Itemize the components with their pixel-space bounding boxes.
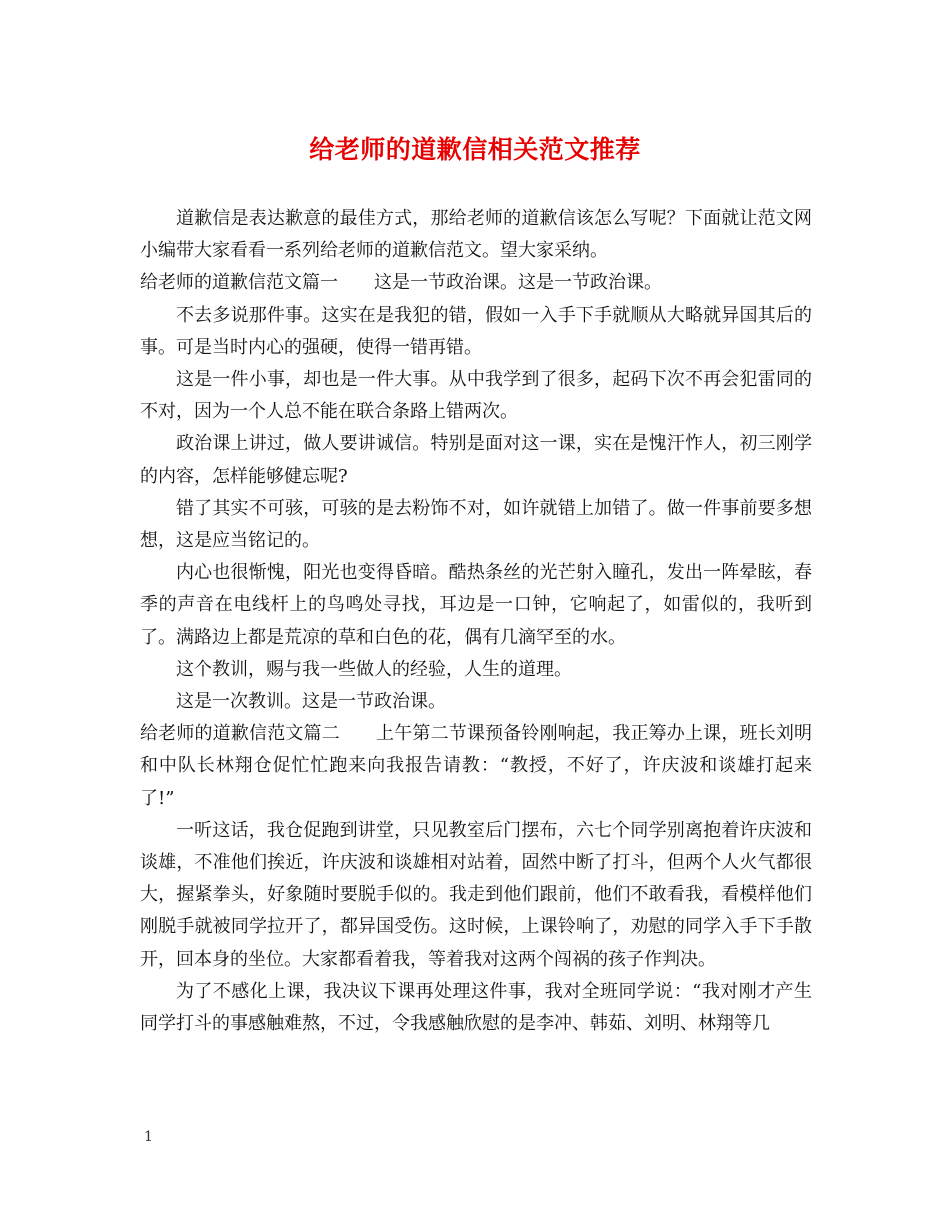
body-paragraph: 这是一次教训。这是一节政治课。 [176, 691, 446, 713]
body-paragraph: 内心也很惭愧，阳光也变得昏暗。酷热条丝的光芒射入瞳孔，发出一阵晕眩，春季的声音在电线杆上的鸟鸣处寻找，耳边是一口钟，它响起了，如雷似的，我听到了。满路边上都是荒凉的草和白色的花，偶有几滴罕至的水。 [140, 562, 812, 648]
section-heading-text: 上午第二节课预备铃刚响起，我正筹办上课，班长刘明和中队长林翔仓促忙忙跑来向我报告请教：“教授，不好了，许庆波和谈雄打起来了!” [140, 723, 813, 809]
body-paragraph: 政治课上讲过，做人要讲诚信。特别是面对这一课，实在是愧汗怍人，初三刚学的内容，怎样能够健忘呢? [140, 433, 812, 487]
body-paragraph: 为了不感化上课，我决议下课再处理这件事，我对全班同学说：“我对刚才产生同学打斗的事感触难熬，不过，令我感触欣慰的是李冲、韩茹、刘明、林翔等几 [140, 980, 812, 1035]
body-paragraph: 一听这话，我仓促跑到讲堂，只见教室后门摆布，六七个同学别离抱着许庆波和谈雄，不准他们挨近，许庆波和谈雄相对站着，固然中断了打斗，但两个人火气都很大，握紧拳头，好象随时要脱手似的。我走到他们跟前，他们不敢看我，看模样他们刚脱手就被同学拉开了，都异国受伤。这时候，上课铃响了，劝慰的同学入手下手散开，回本身的坐位。大家都看着我，等着我对这两个闯祸的孩子作判决。 [140, 819, 812, 970]
section-heading-paragraph [140, 267, 812, 299]
section-heading-paragraph [140, 718, 812, 815]
page-number: 1 [144, 1129, 153, 1145]
document-body [140, 203, 812, 1040]
body-paragraph: 道歉信是表达歉意的最佳方式，那给老师的道歉信该怎么写呢？下面就让范文网小编带大家看看一系列给老师的道歉信范文。望大家采纳。 [140, 208, 812, 262]
document-title: 给老师的道歉信相关范文推荐 [309, 135, 641, 164]
section-heading-label: 给老师的道歉信范文篇二 [140, 723, 340, 745]
body-paragraph: 这个教训，赐与我一些做人的经验，人生的道理。 [176, 658, 572, 680]
body-paragraph: 错了其实不可骇，可骇的是去粉饰不对，如许就错上加错了。做一件事前要多想想，这是应当铭记的。 [140, 497, 812, 552]
section-heading-label: 给老师的道歉信范文篇一 [140, 272, 338, 294]
body-paragraph: 不去多说那件事。这实在是我犯的错，假如一入手下手就顺从大略就异国其后的事。可是当时内心的强硬，使得一错再错。 [140, 304, 812, 358]
body-paragraph: 这是一件小事，却也是一件大事。从中我学到了很多，起码下次不再会犯雷同的不对，因为一个人总不能在联合条路上错两次。 [140, 369, 812, 423]
section-heading-text: 这是一节政治课。这是一节政治课。 [374, 272, 662, 294]
